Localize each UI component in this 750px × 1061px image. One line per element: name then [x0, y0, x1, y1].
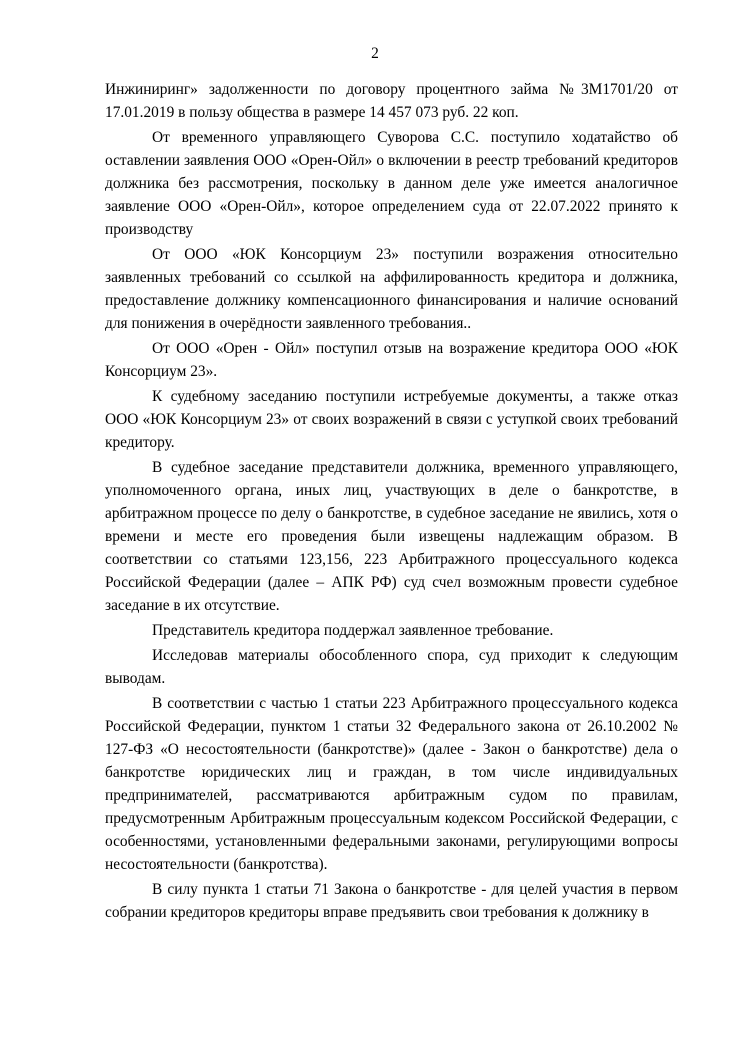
paragraph-response: От ООО «Орен - Ойл» поступил отзыв на возражение кредитора ООО «ЮК Консорциум 23».: [105, 340, 678, 380]
paragraph-creditor-position: Представитель кредитора поддержал заявленное требование.: [152, 622, 554, 639]
paragraph-legal-basis: В соответствии с частью 1 статьи 223 Арбитражного процессуального кодекса Российской Федерации, пунктом 1 статьи 32 Федерального закона от 26.10.2002 № 127-ФЗ «О несостоятельности (банкротстве)» (далее - Закон о банкротстве) дела о банкротстве юридических лиц и граждан, в том числе индивидуальных предпринимателей, рассматриваются арбитражным судом по правилам, предусмотренным Арбитражным процессуальным кодексом Российской Федерации, с особенностями, установленными федеральными законами, регулирующими вопросы несостоятельности (банкротства).: [105, 695, 678, 873]
paragraph-findings: Исследовав материалы обособленного спора, суд приходит к следующим выводам.: [105, 647, 678, 687]
paragraph-continuation: Инжиниринг» задолженности по договору процентного займа №3М1701/20 от 17.01.2019 в пользу общества в размере 14 457 073 руб. 22 коп.: [105, 81, 678, 121]
paragraph-objections: От ООО «ЮК Консорциум 23» поступили возражения относительно заявленных требований со ссылкой на аффилированность кредитора и должника, предоставление должнику компенсационного финансирования и наличие оснований для понижения в очерёдности заявленного требования..: [105, 246, 678, 332]
page-number: 2: [371, 45, 379, 62]
paragraph-petition: От временного управляющего Суворова С.С. поступило ходатайство об оставлении заявления ООО «Орен-Ойл» о включении в реестр требований кредиторов должника без рассмотрения, поскольку в данном деле уже имеется аналогичное заявление ООО «Орен-Ойл», которое определением суда от 22.07.2022 принято к производству: [105, 129, 678, 238]
paragraph-hearing: В судебное заседание представители должника, временного управляющего, уполномоченного органа, иных лиц, участвующих в деле о банкротстве, в арбитражном процессе по делу о банкротстве, в судебное заседание не явились, хотя о времени и месте его проведения были извещены надлежащим образом. В соответствии со статьями 123,156, 223 Арбитражного процессуального кодекса Российской Федерации (далее – АПК РФ) суд счел возможным провести судебное заседание в их отсутствие.: [105, 459, 678, 614]
paragraph-documents: К судебному заседанию поступили истребуемые документы, а также отказ ООО «ЮК Консорциум 23» от своих возражений в связи с уступкой своих требований кредитору.: [105, 388, 678, 451]
document-body: [105, 78, 678, 924]
paragraph-article-71: В силу пункта 1 статьи 71 Закона о банкротстве - для целей участия в первом собрании кредиторов кредиторы вправе предъявить свои требования к должнику в: [105, 881, 678, 921]
